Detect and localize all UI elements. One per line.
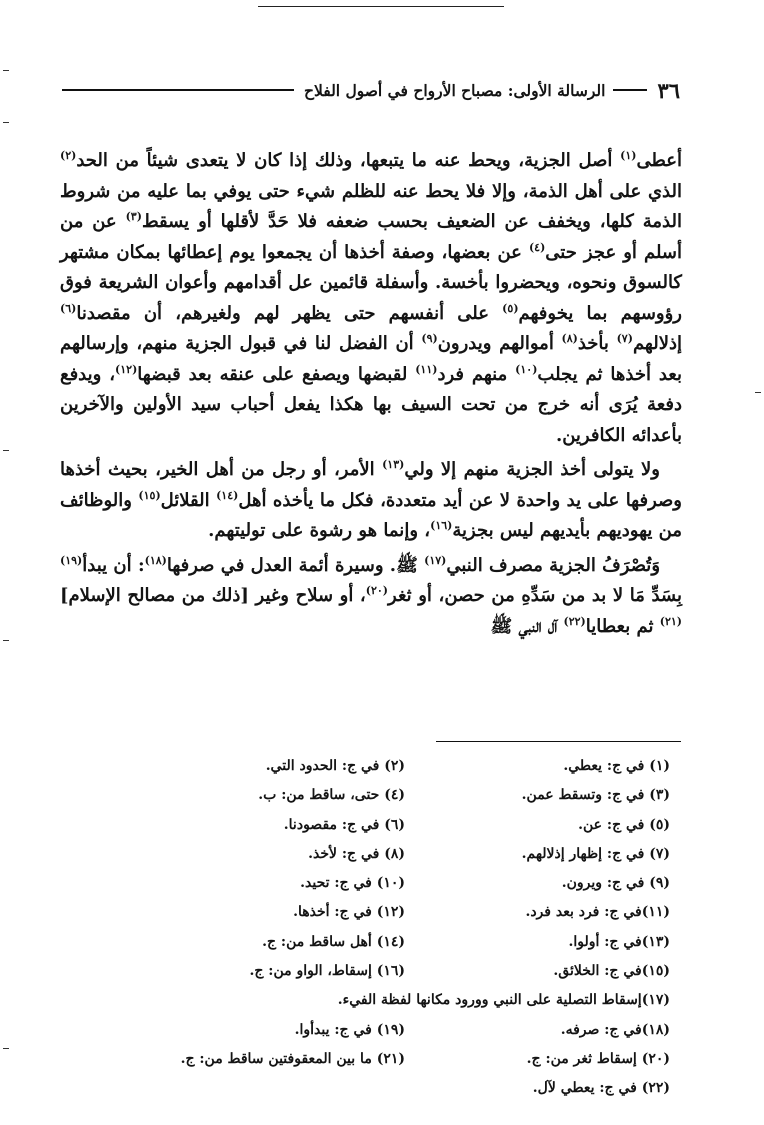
footnote: (١٤) أهل ساقط من: ج. [262,933,405,950]
footnote-ref: (٨) [561,332,578,345]
text-run: ، وإنما هو رشوة على توليتهم. [208,520,431,541]
footnote-ref: (١١) [415,362,438,376]
footnote-ref: (٦) [60,301,77,315]
footnote: (٢١) ما بين المعقوفتين ساقط من: ج. [180,1050,405,1067]
footnote: (٢٠) إسقاط ثغر من: ج. [526,1050,670,1067]
footnote-ref: (٢١) [659,614,682,628]
footnote-row [140,957,670,986]
margin-tick [3,1048,9,1049]
footnote-separator [436,741,681,742]
footnote: (١٨)في ج: صرفه. [560,1021,670,1038]
footnote: (٢) في ج: الحدود التي. [265,758,405,774]
footnote-row [140,1045,670,1074]
footnote: (١) في ج: يعطي. [563,758,670,774]
body-paragraph [60,455,682,547]
footnote-ref: (١٣) [382,458,405,471]
footnote: (٩) في ج: ويرون. [561,875,670,892]
text-run: إذلالهم [632,333,682,354]
text-run: على أنفسهم حتى يظهر لهم ولغيرهم، أن مقصدنا [76,302,503,324]
text-run: ، أو سلاح وغير [ذلك من مصالح الإسلام] [60,585,366,606]
footnote-ref: (٧) [616,332,633,345]
top-edge-rule [258,6,504,7]
text-run: وَتُصْرَفُ الجزية مصرف النبي [446,554,661,576]
text-run: الأمر، أو رجل من أهل الخير، بحيث أخذها وصرفها على يد واحدة لا عن أيد متعددة، فكل ما يأخذه أهل [60,459,682,511]
text-run: عن بعضها، وصفة أخذها أن يجمعوا يوم إعطائها بمكان مشتهر كالسوق ونحوه، ويحضروا بأخسة. وأسفلة قائمين عل أقدامهم وأعوان الشريعة فوق رؤوسهم بما يخوفهم [60,241,682,324]
footnotes [140,752,670,1104]
running-title: الرسالة الأولى: مصباح الأرواح في أصول الفلاح [303,80,606,100]
text-run: ، ويدفع دفعة يُرَى أنه خرج من تحت السيف بها هكذا يفعل أحباب سيد الأولين والآخرين بأعدائه الكافرين. [60,363,682,446]
text-run: عن من أسلم أو عجز حتى [60,211,682,263]
footnote-ref: (٢٢) [563,614,586,628]
footnote-ref: (٢) [60,149,77,162]
footnote: (١٥)في ج: الخلائق. [553,963,670,980]
footnote-row [140,928,670,957]
footnote-row [140,781,670,810]
text-run: أن الفضل لنا في قبول الجزية منهم، وإرسالهم بعد أخذها ثم يجلب [60,333,682,385]
footnote: (٦) في ج: مقصودنا. [283,816,405,833]
text-run: الذي على أهل الذمة، وإلا فلا يحط عنه للظلم شيء حتى يوفي بما عليه من شروط الذمة كلها، ويخفف عن الضعيف بحسب ضعفه فلا حَدَّ لأقلها أو يسقط [60,180,682,232]
text-run: ﷺ. وسيرة أئمة العدل في صرفها [166,554,425,576]
footnote-ref: (١٩) [60,553,83,567]
text-run: بِسَدِّ مَا لا بد من سَدِّهِ من حصن، أو ثغر [388,585,683,606]
footnote-row [140,811,670,840]
footnote-ref: (٤) [528,240,546,254]
footnote-ref: (١٨) [144,553,167,567]
text-run: لقبضها ويصفع على عنقه بعد قبضها [137,363,416,385]
header-rule [62,89,294,91]
text-run: بأخذ [577,333,617,354]
margin-tick [3,70,9,71]
footnote-ref: (١٦) [430,519,453,532]
footnote-ref: (٩) [421,332,438,345]
footnote: (١٧)إسقاط التصلية على النبي وورود مكانها لفظة الفيء. [337,992,670,1009]
footnote: (٢٢) في ج: يعطي لآل. [532,1080,670,1097]
footnote: (٤) حتى، ساقط من: ب. [258,787,405,804]
body-paragraph [60,551,682,643]
footnote-ref: (١٢) [115,362,138,376]
footnote-ref: (٥) [502,301,519,315]
footnote-ref: (١٥) [138,488,161,502]
footnote: (١٩) في ج: يبدأوا. [294,1021,405,1038]
body-paragraph [60,146,682,451]
footnote-ref: (١٠) [515,362,538,376]
footnote-ref: (١٤) [216,488,239,502]
text-run: : أن يبدأ [82,554,145,576]
footnote-ref: (٢٠) [365,584,389,597]
footnote-row [140,869,670,898]
footnote-row [140,840,670,869]
page-number: ٣٦ [657,77,680,103]
footnote-row [140,1074,670,1103]
text-run: والوظائف من يهوديهم بأيديهم ليس بجزية [60,489,682,541]
footnote: (١٠) في ج: تحيد. [300,875,405,892]
footnote: (١٢) في ج: أخذها. [293,904,405,921]
footnote: (١١)في ج: فرد بعد فرد. [525,904,670,921]
margin-tick [3,122,9,123]
text-run: أعطى [636,150,682,171]
text-run: أصل الجزية، ويحط عنه ما يتبعها، وذلك إذا كان لا يتعدى شيئاً من الحد [76,150,621,171]
text-run: القلائل [160,489,217,511]
footnote: (٨) في ج: لأخذ. [308,845,405,862]
header-dash [613,89,647,91]
footnote: (٣) في ج: وتسقط عمن. [521,787,670,804]
footnote-row [140,1016,670,1045]
text-run: ثم بعطايا [585,615,660,637]
footnote: (١٣)في ج: أولوا. [568,933,670,950]
footnote-ref: (١٧) [424,553,447,567]
body-text [60,146,682,642]
margin-tick [3,450,9,451]
margin-tick [755,392,761,393]
footnote-row [140,752,670,781]
text-run: أموالهم ويدرون [437,333,562,354]
footnote: (٥) في ج: عن. [578,816,670,833]
footnote-ref: (٣) [125,210,142,223]
footnote: (٧) في ج: إظهار إذلالهم. [521,845,670,862]
footnote: (١٦) إسقاط، الواو من: ج. [249,963,405,980]
footnote-row [140,898,670,927]
footnote-ref: (١) [620,149,637,162]
text-run: آل النبي ﷺ [490,615,564,637]
footnote-row [140,986,670,1015]
text-run: منهم فرد [437,363,516,385]
page-header [62,76,680,104]
text-run: ولا يتولى أخذ الجزية منهم إلا ولي [404,459,660,480]
margin-tick [3,640,9,641]
